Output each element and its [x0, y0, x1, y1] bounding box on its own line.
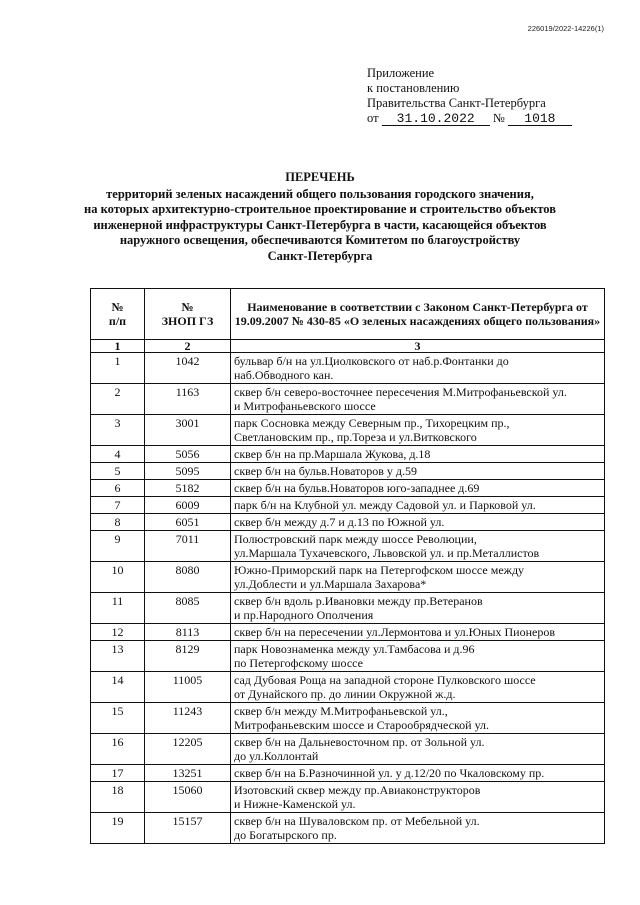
title-heading: ПЕРЕЧЕНЬ — [285, 170, 355, 184]
table-row — [91, 765, 605, 782]
header-name: Наименование в соответствии с Законом Санкт-Петербурга от 19.09.2007 № 430-85 «О зеленых насаждениях общего пользования» — [231, 289, 605, 340]
territory-name-line-1: сквер б/н северо-восточнее пересечения М.Митрофаньевской ул. — [234, 385, 567, 399]
territory-name-line-2: и Нижне-Каменской ул. — [234, 797, 356, 811]
table-row — [91, 782, 605, 813]
territory-name-line-1: сквер б/н между д.7 и д.13 по Южной ул. — [234, 515, 445, 529]
resolution-number: 1018 — [508, 112, 572, 126]
territories-table — [90, 288, 605, 844]
table-row — [91, 497, 605, 514]
territory-name — [231, 765, 605, 782]
row-number: 4 — [91, 446, 145, 463]
header-row-number — [91, 289, 145, 340]
title-line-5: Санкт-Петербурга — [267, 248, 373, 263]
row-number: 9 — [91, 531, 145, 562]
appendix-line-2: к постановлению — [367, 81, 460, 95]
territory-name — [231, 514, 605, 531]
header-row-number-line-2: п/п — [108, 314, 127, 328]
header-znop-code — [145, 289, 231, 340]
document-id: 226019/2022-14226(1) — [527, 24, 604, 33]
table-row — [91, 734, 605, 765]
document-title — [60, 170, 580, 264]
territory-name-line-1: парк б/н на Клубной ул. между Садовой ул. и Парковой ул. — [234, 498, 536, 512]
row-number: 3 — [91, 415, 145, 446]
territory-name-line-1: сквер б/н вдоль р.Ивановки между пр.Ветеранов — [234, 594, 483, 608]
territory-name-line-1: Изотовский сквер между пр.Авиаконструкторов — [234, 783, 481, 797]
territory-name-line-1: сквер б/н на бульв.Новаторов юго-западнее д.69 — [234, 481, 480, 495]
column-number-2: 2 — [145, 340, 231, 353]
territory-name — [231, 353, 605, 384]
territory-name — [231, 480, 605, 497]
znop-code: 7011 — [145, 531, 231, 562]
territory-name-line-2: по Петергофскому шоссе — [234, 656, 363, 670]
territory-name — [231, 446, 605, 463]
row-number: 10 — [91, 562, 145, 593]
territory-name — [231, 562, 605, 593]
row-number: 15 — [91, 703, 145, 734]
territory-name — [231, 782, 605, 813]
znop-code: 3001 — [145, 415, 231, 446]
territory-name-line-1: парк Сосновка между Северным пр., Тихорецким пр., — [234, 416, 510, 430]
row-number: 19 — [91, 813, 145, 844]
territory-name — [231, 415, 605, 446]
znop-code: 1163 — [145, 384, 231, 415]
row-number: 14 — [91, 672, 145, 703]
row-number: 7 — [91, 497, 145, 514]
znop-code: 5056 — [145, 446, 231, 463]
territory-name-line-2: и пр.Народного Ополчения — [234, 608, 374, 622]
table-row — [91, 480, 605, 497]
territory-name — [231, 672, 605, 703]
territory-name-line-1: сквер б/н на Дальневосточном пр. от Зольной ул. — [234, 735, 485, 749]
territory-name — [231, 813, 605, 844]
table-row — [91, 562, 605, 593]
title-line-3: инженерной инфраструктуры Санкт-Петербурга в части, касающейся объектов — [93, 217, 547, 232]
znop-code: 6051 — [145, 514, 231, 531]
territory-name-line-1: сквер б/н на пересечении ул.Лермонтова и ул.Юных Пионеров — [234, 625, 555, 639]
row-number: 13 — [91, 641, 145, 672]
row-number: 2 — [91, 384, 145, 415]
territory-name-line-2: Митрофаньевским шоссе и Старообрядческой ул. — [234, 718, 490, 732]
znop-code: 11005 — [145, 672, 231, 703]
territory-name-line-2: до Богатырского пр. — [234, 828, 337, 842]
territory-name — [231, 463, 605, 480]
territory-name-line-2: Светлановским пр., пр.Тореза и ул.Витковского — [234, 430, 477, 444]
table-row — [91, 641, 605, 672]
title-line-4: наружного освещения, обеспечиваются Комитетом по благоустройству — [119, 233, 521, 247]
territory-name-line-2: ул.Маршала Тухачевского, Львовской ул. и пр.Металлистов — [234, 546, 540, 560]
znop-code: 5182 — [145, 480, 231, 497]
row-number: 16 — [91, 734, 145, 765]
territory-name-line-2: ул.Доблести и ул.Маршала Захарова* — [234, 577, 427, 591]
title-line-1: территорий зеленых насаждений общего пользования городского значения, — [106, 186, 534, 201]
territory-name-line-1: парк Новознаменка между ул.Тамбасова и д.96 — [234, 642, 475, 656]
appendix-block — [367, 66, 572, 126]
table-row — [91, 531, 605, 562]
znop-code: 15060 — [145, 782, 231, 813]
znop-code: 11243 — [145, 703, 231, 734]
table-row — [91, 384, 605, 415]
territory-name-line-1: бульвар б/н на ул.Циолковского от наб.р.Фонтанки до — [234, 354, 509, 368]
territory-name-line-2: от Дунайского пр. до линии Окружной ж.д. — [234, 687, 456, 701]
znop-code: 8085 — [145, 593, 231, 624]
table-header-row — [91, 289, 605, 340]
territory-name-line-1: сквер б/н на пр.Маршала Жукова, д.18 — [234, 447, 431, 461]
znop-code: 8113 — [145, 624, 231, 641]
znop-code: 8080 — [145, 562, 231, 593]
table-row — [91, 514, 605, 531]
table-row — [91, 624, 605, 641]
appendix-line-1: Приложение — [367, 66, 435, 80]
table-row — [91, 813, 605, 844]
znop-code: 15157 — [145, 813, 231, 844]
territory-name-line-2: наб.Обводного кан. — [234, 368, 334, 382]
header-znop-code-line-2: ЗНОП ГЗ — [161, 314, 214, 328]
territory-name-line-2: и Митрофаньевского шоссе — [234, 399, 376, 413]
table-row — [91, 415, 605, 446]
table-row — [91, 446, 605, 463]
appendix-date-line — [367, 111, 572, 126]
territory-name — [231, 593, 605, 624]
row-number: 11 — [91, 593, 145, 624]
row-number: 12 — [91, 624, 145, 641]
territory-name — [231, 384, 605, 415]
table-body — [91, 353, 605, 844]
appendix-line-3: Правительства Санкт-Петербурга — [367, 96, 546, 110]
row-number: 6 — [91, 480, 145, 497]
territory-name-line-1: Полюстровский парк между шоссе Революции, — [234, 532, 477, 546]
table-row — [91, 672, 605, 703]
table-row — [91, 593, 605, 624]
territory-name — [231, 624, 605, 641]
territory-name-line-1: сквер б/н на бульв.Новаторов у д.59 — [234, 464, 417, 478]
territory-name-line-1: сад Дубовая Роща на западной стороне Пулковского шоссе — [234, 673, 536, 687]
column-number-row — [91, 340, 605, 353]
territory-name-line-1: сквер б/н на Б.Разночинной ул. у д.12/20 по Чкаловскому пр. — [234, 766, 545, 780]
znop-code: 1042 — [145, 353, 231, 384]
territory-name — [231, 531, 605, 562]
territory-name — [231, 734, 605, 765]
znop-code: 12205 — [145, 734, 231, 765]
row-number: 1 — [91, 353, 145, 384]
znop-code: 5095 — [145, 463, 231, 480]
territory-name — [231, 703, 605, 734]
territory-name-line-1: сквер б/н между М.Митрофаньевской ул., — [234, 704, 448, 718]
column-number-1: 1 — [91, 340, 145, 353]
table-row — [91, 703, 605, 734]
row-number: 8 — [91, 514, 145, 531]
header-row-number-line-1: № — [111, 300, 124, 314]
znop-code: 6009 — [145, 497, 231, 514]
title-line-2: на которых архитектурно-строительное проектирование и строительство объектов — [84, 202, 556, 216]
territory-name — [231, 641, 605, 672]
territory-name-line-1: Южно-Приморский парк на Петергофском шоссе между — [234, 563, 525, 577]
from-label: от — [367, 111, 379, 125]
row-number: 5 — [91, 463, 145, 480]
znop-code: 8129 — [145, 641, 231, 672]
territory-name-line-2: до ул.Коллонтай — [234, 749, 319, 763]
resolution-date: 31.10.2022 — [382, 112, 490, 126]
row-number: 17 — [91, 765, 145, 782]
row-number: 18 — [91, 782, 145, 813]
table-row — [91, 463, 605, 480]
number-label: № — [492, 111, 505, 125]
territory-name — [231, 497, 605, 514]
table-row — [91, 353, 605, 384]
znop-code: 13251 — [145, 765, 231, 782]
header-znop-code-line-1: № — [181, 300, 194, 314]
column-number-3: 3 — [231, 340, 605, 353]
territory-name-line-1: сквер б/н на Шуваловском пр. от Мебельной ул. — [234, 814, 480, 828]
